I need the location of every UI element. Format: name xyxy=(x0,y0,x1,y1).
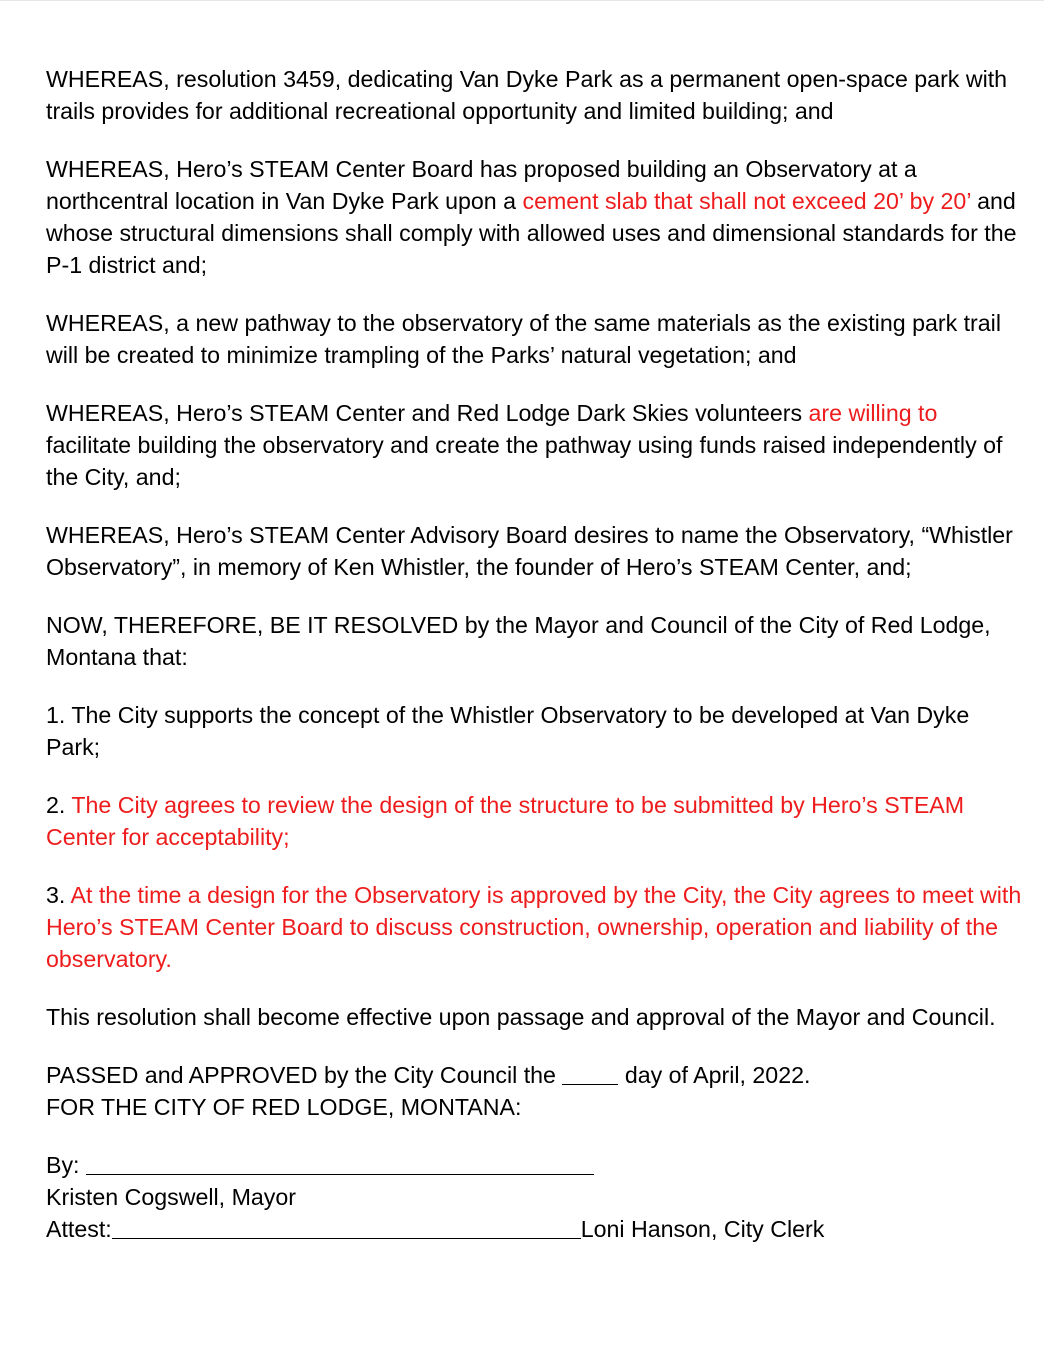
paragraph-whereas-4 xyxy=(46,397,1026,493)
text-run: 1. The City supports the concept of the Whistler Observatory to be developed at Van Dyke Park; xyxy=(46,702,970,760)
text-run: 3. xyxy=(46,882,71,908)
text-run: facilitate building the observatory and create the pathway using funds raised independently of the City, and; xyxy=(46,432,1003,490)
resolution-body xyxy=(46,63,1026,1245)
mayor-signature-line xyxy=(86,1152,594,1175)
for-city-line: FOR THE CITY OF RED LODGE, MONTANA: xyxy=(46,1094,522,1120)
paragraph-whereas-1 xyxy=(46,63,1026,127)
paragraph-effective xyxy=(46,1001,1026,1033)
resolved-item-2 xyxy=(46,789,1026,853)
text-run: NOW, THEREFORE, BE IT RESOLVED by the Mayor and Council of the City of Red Lodge, Montana that: xyxy=(46,612,991,670)
resolved-item-1 xyxy=(46,699,1026,763)
paragraph-now-therefore xyxy=(46,609,1026,673)
paragraph-whereas-3 xyxy=(46,307,1026,371)
clerk-name: Loni Hanson, City Clerk xyxy=(580,1216,825,1242)
text-run: WHEREAS, Hero’s STEAM Center Board has proposed building an Observatory at a northcentral location in Van Dyke Park upon a xyxy=(46,156,917,214)
paragraph-whereas-5 xyxy=(46,519,1026,583)
mayor-name: Kristen Cogswell, Mayor xyxy=(46,1184,296,1210)
clerk-signature-line xyxy=(112,1216,581,1239)
highlighted-text-run: The City agrees to review the design of the structure to be submitted by Hero’s STEAM Center for acceptability; xyxy=(46,792,965,850)
text-run: 2. xyxy=(46,792,72,818)
highlighted-text-run: cement slab that shall not exceed 20’ by 20’ xyxy=(522,188,971,214)
passed-approved-block xyxy=(46,1059,1026,1123)
attest-label: Attest: xyxy=(46,1216,112,1242)
day-blank-line xyxy=(562,1062,618,1085)
text-run: and whose structural dimensions shall comply with allowed uses and dimensional standards for the P-1 district and; xyxy=(46,188,1017,278)
signature-block xyxy=(46,1149,1026,1245)
passed-suffix: day of April, 2022. xyxy=(618,1062,811,1088)
text-run: WHEREAS, Hero’s STEAM Center and Red Lodge Dark Skies volunteers xyxy=(46,400,809,426)
resolved-item-3 xyxy=(46,879,1026,975)
by-line xyxy=(46,1149,1026,1181)
highlighted-text-run: At the time a design for the Observatory is approved by the City, the City agrees to meet with Hero’s STEAM Center Board to discuss construction, ownership, operation and liability of the observatory. xyxy=(46,882,1022,972)
text-run: WHEREAS, resolution 3459, dedicating Van Dyke Park as a permanent open-space park with trails provides for additional recreational opportunity and limited building; and xyxy=(46,66,1008,124)
paragraph-whereas-2 xyxy=(46,153,1026,281)
passed-line xyxy=(46,1059,1026,1091)
by-label: By: xyxy=(46,1152,86,1178)
highlighted-text-run: are willing to xyxy=(808,400,938,426)
passed-prefix: PASSED and APPROVED by the City Council the xyxy=(46,1062,563,1088)
attest-line xyxy=(46,1213,1026,1245)
text-run: This resolution shall become effective upon passage and approval of the Mayor and Council. xyxy=(46,1004,996,1030)
text-run: WHEREAS, Hero’s STEAM Center Advisory Board desires to name the Observatory, “Whistler Observatory”, in memory of Ken Whistler, the founder of Hero’s STEAM Center, and; xyxy=(46,522,1013,580)
text-run: WHEREAS, a new pathway to the observatory of the same materials as the existing park trail will be created to minimize trampling of the Parks’ natural vegetation; and xyxy=(46,310,1001,368)
